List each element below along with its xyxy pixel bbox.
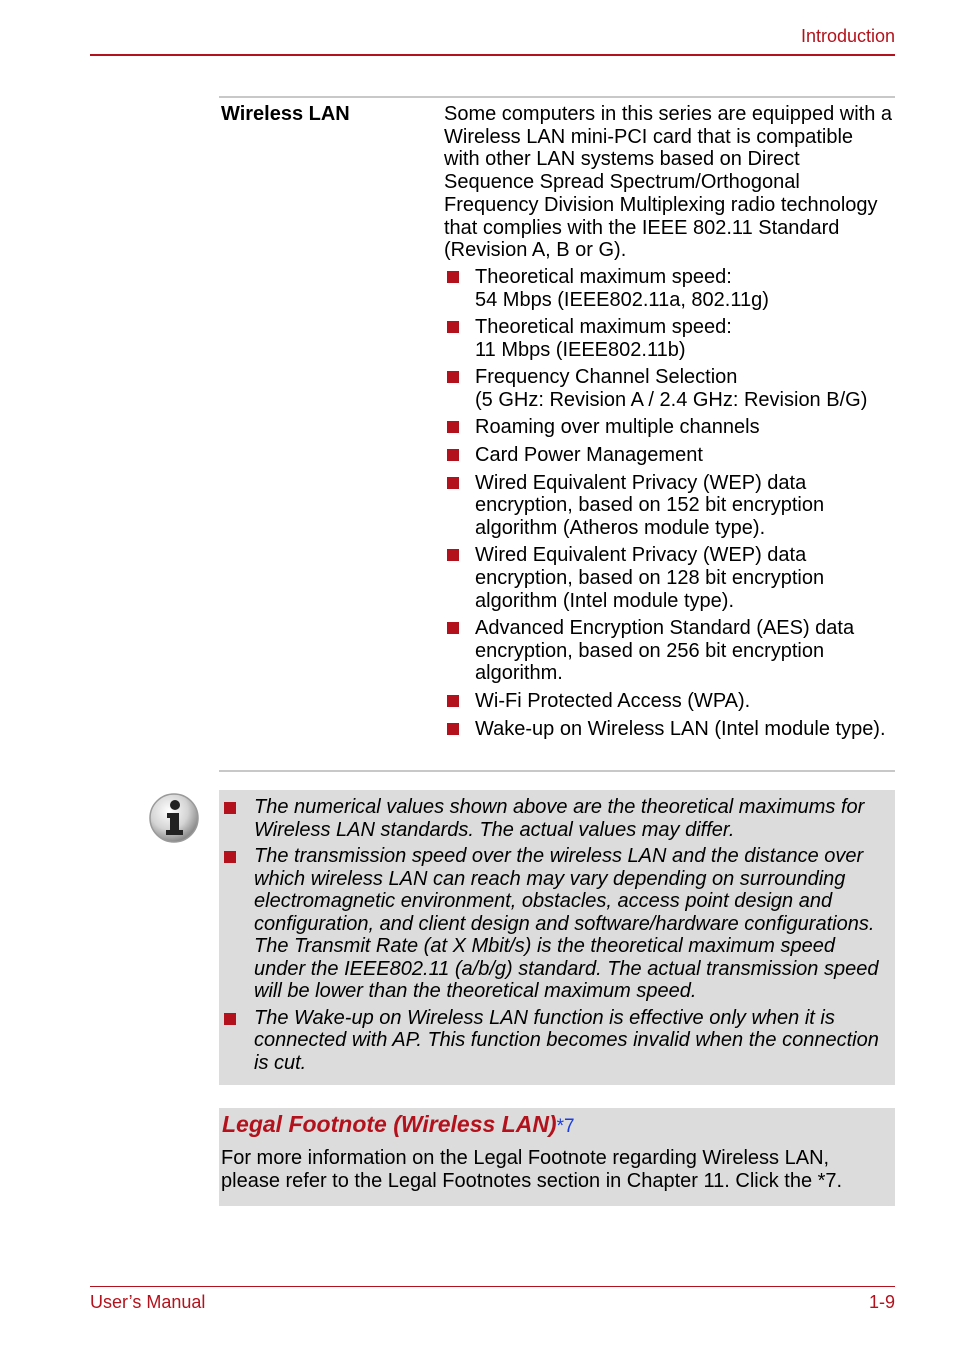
header-divider [90, 54, 895, 56]
square-bullet-icon [447, 723, 459, 735]
square-bullet-icon [224, 1013, 236, 1025]
list-item: Wired Equivalent Privacy (WEP) data encryption, based on 128 bit encryption algorithm (Intel module type). [444, 544, 894, 612]
square-bullet-icon [447, 695, 459, 707]
legal-footnote-heading [222, 1111, 575, 1138]
note-item: The numerical values shown above are the theoretical maximums for Wireless LAN standards. The actual values may differ. [219, 796, 887, 841]
note-list [219, 790, 895, 1074]
feature-list [444, 266, 894, 740]
footer-manual-title: User’s Manual [90, 1292, 206, 1312]
square-bullet-icon [447, 321, 459, 333]
list-item: Frequency Channel Selection (5 GHz: Revision A / 2.4 GHz: Revision B/G) [444, 366, 894, 411]
spec-row-wireless-lan [219, 98, 895, 770]
square-bullet-icon [224, 851, 236, 863]
square-bullet-icon [447, 421, 459, 433]
square-bullet-icon [224, 802, 236, 814]
section-title: Introduction [800, 26, 895, 46]
note-box [219, 790, 895, 1085]
spec-description: Some computers in this series are equipped with a Wireless LAN mini-PCI card that is compatible with other LAN systems based on Direct Sequence Spread Spectrum/Orthogonal Frequency Division Multiplexing radio technology that complies with the IEEE 802.11 Standard (Revision A, B or G). [444, 103, 893, 262]
list-item: Theoretical maximum speed: 54 Mbps (IEEE802.11a, 802.11g) [444, 266, 894, 311]
spec-table [219, 96, 895, 772]
list-item: Theoretical maximum speed: 11 Mbps (IEEE802.11b) [444, 316, 894, 361]
square-bullet-icon [447, 477, 459, 489]
square-bullet-icon [447, 449, 459, 461]
list-item: Wake-up on Wireless LAN (Intel module type). [444, 718, 894, 741]
spec-description-cell [444, 103, 894, 745]
list-item: Advanced Encryption Standard (AES) data encryption, based on 256 bit encryption algorithm. [444, 617, 894, 685]
legal-footnote-text: For more information on the Legal Footnote regarding Wireless LAN, please refer to the Legal Footnotes section in Chapter 11. Click the *7. [221, 1147, 843, 1192]
spec-label: Wireless LAN [221, 103, 350, 125]
list-item: Card Power Management [444, 444, 894, 467]
footnote-link[interactable]: *7 [556, 1116, 575, 1137]
note-item: The Wake-up on Wireless LAN function is effective only when it is connected with AP. This function becomes invalid when the connection is cut. [219, 1007, 887, 1075]
page-number: 1-9 [868, 1292, 895, 1312]
square-bullet-icon [447, 371, 459, 383]
table-bottom-divider [219, 770, 895, 772]
legal-footnote-box [219, 1108, 895, 1206]
page-header [0, 0, 954, 60]
note-item: The transmission speed over the wireless LAN and the distance over which wireless LAN can reach may vary depending on surrounding electromagnetic environment, obstacles, access point design and configuration, and client design and software/hardware configurations. The Transmit Rate (at X Mbit/s) is the theoretical maximum speed under the IEEE802.11 (a/b/g) standard. The actual transmission speed will be lower than the theoretical maximum speed. [219, 845, 887, 1003]
footer-divider [90, 1286, 895, 1287]
list-item: Roaming over multiple channels [444, 416, 894, 439]
legal-footnote-title: Legal Footnote (Wireless LAN) [222, 1111, 557, 1137]
list-item: Wi-Fi Protected Access (WPA). [444, 690, 894, 713]
list-item: Wired Equivalent Privacy (WEP) data encryption, based on 152 bit encryption algorithm (Atheros module type). [444, 472, 894, 540]
square-bullet-icon [447, 271, 459, 283]
square-bullet-icon [447, 622, 459, 634]
info-icon [148, 792, 200, 844]
square-bullet-icon [447, 549, 459, 561]
